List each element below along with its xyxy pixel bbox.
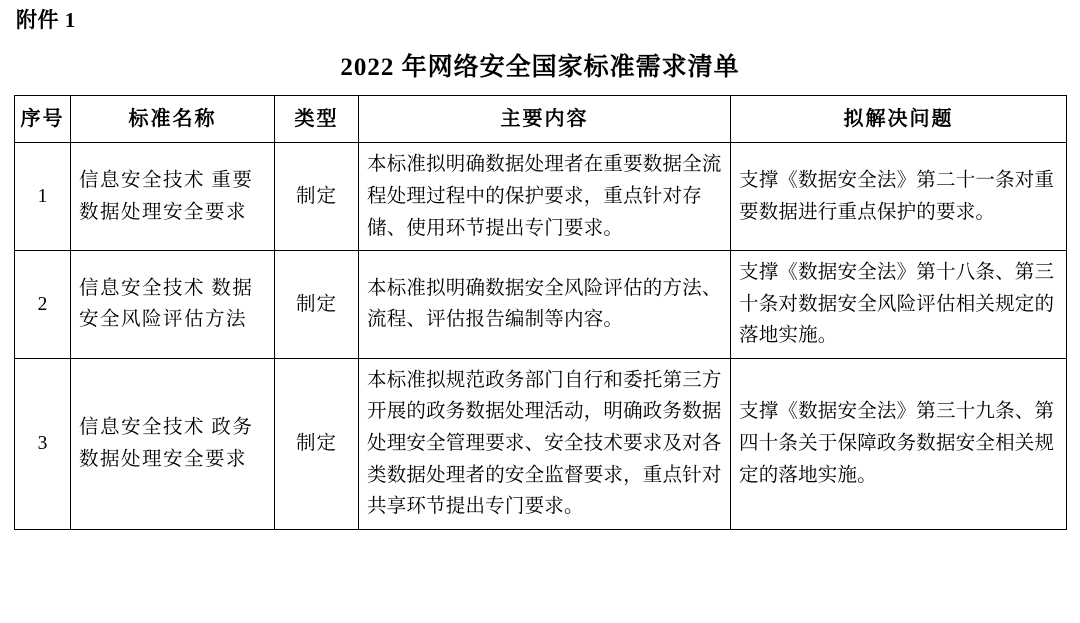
cell-seq: 2	[15, 251, 71, 359]
column-header-problem: 拟解决问题	[731, 96, 1067, 143]
table-body	[15, 143, 1067, 529]
cell-problem: 支撑《数据安全法》第二十一条对重要数据进行重点保护的要求。	[731, 143, 1067, 251]
column-header-type: 类型	[275, 96, 359, 143]
table-header	[15, 96, 1067, 143]
requirements-table	[14, 95, 1067, 530]
table-header-row	[15, 96, 1067, 143]
cell-main-content: 本标准拟明确数据安全风险评估的方法、流程、评估报告编制等内容。	[359, 251, 731, 359]
column-header-name: 标准名称	[71, 96, 275, 143]
cell-standard-name: 信息安全技术 数据安全风险评估方法	[71, 251, 275, 359]
table-row	[15, 251, 1067, 359]
cell-main-content: 本标准拟规范政务部门自行和委托第三方开展的政务数据处理活动，明确政务数据处理安全管理要求、安全技术要求及对各类数据处理者的安全监督要求，重点针对共享环节提出专门要求。	[359, 358, 731, 529]
table-row	[15, 358, 1067, 529]
table-row	[15, 143, 1067, 251]
cell-standard-name: 信息安全技术 重要数据处理安全要求	[71, 143, 275, 251]
column-header-content: 主要内容	[359, 96, 731, 143]
cell-seq: 1	[15, 143, 71, 251]
column-header-seq: 序号	[15, 96, 71, 143]
cell-standard-name: 信息安全技术 政务数据处理安全要求	[71, 358, 275, 529]
cell-main-content: 本标准拟明确数据处理者在重要数据全流程处理过程中的保护要求，重点针对存储、使用环节提出专门要求。	[359, 143, 731, 251]
cell-type: 制定	[275, 251, 359, 359]
page-title: 2022 年网络安全国家标准需求清单	[340, 54, 740, 81]
cell-type: 制定	[275, 358, 359, 529]
cell-seq: 3	[15, 358, 71, 529]
cell-problem: 支撑《数据安全法》第三十九条、第四十条关于保障政务数据安全相关规定的落地实施。	[731, 358, 1067, 529]
attachment-label: 附件 1	[16, 8, 76, 32]
cell-type: 制定	[275, 143, 359, 251]
cell-problem: 支撑《数据安全法》第十八条、第三十条对数据安全风险评估相关规定的落地实施。	[731, 251, 1067, 359]
